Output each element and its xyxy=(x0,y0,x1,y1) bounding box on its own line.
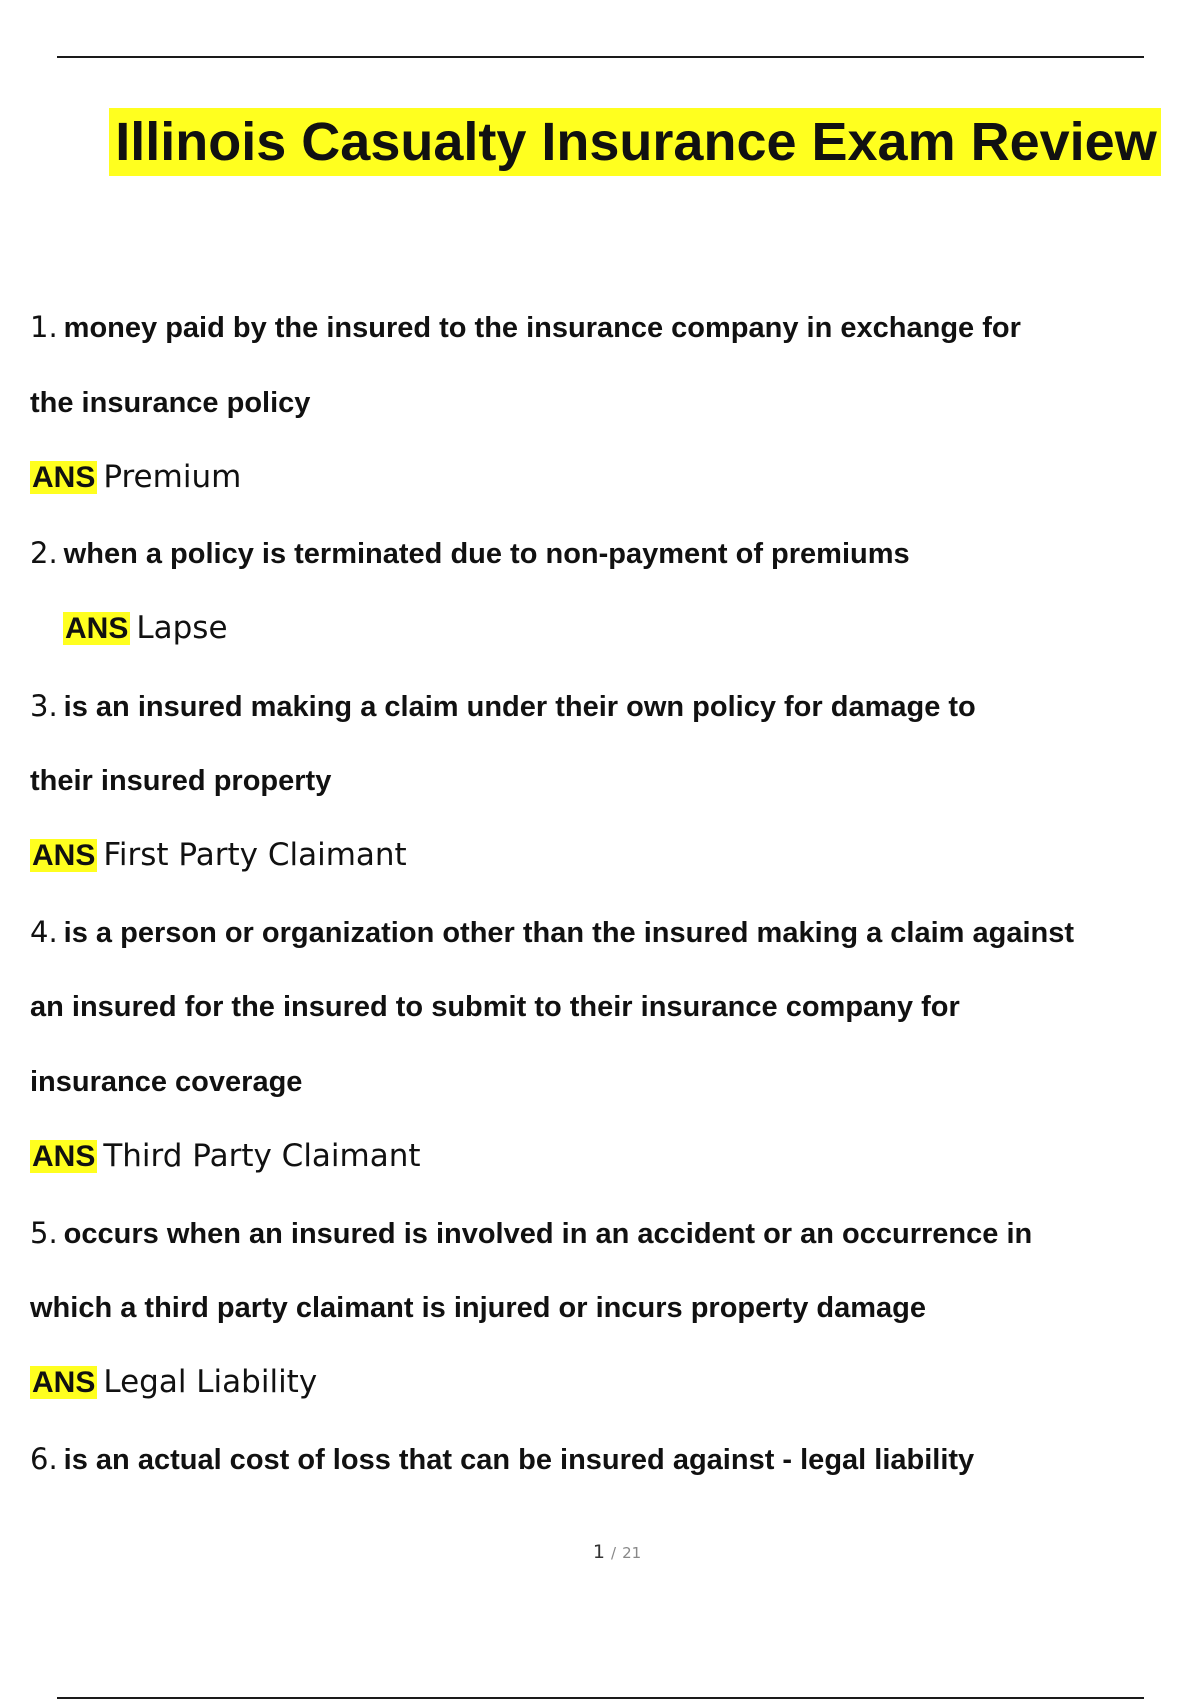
question-text: occurs when an insured is involved in an accident or an occurrence in xyxy=(63,1218,1033,1250)
question-text: which a third party claimant is injured or incurs property damage xyxy=(30,1292,926,1324)
answer-label: ANS xyxy=(32,1366,96,1399)
page-indicator xyxy=(0,1541,1200,1563)
answer-text: Lapse xyxy=(136,610,228,646)
question-number: 1. xyxy=(30,310,58,344)
answer-label: ANS xyxy=(32,1140,96,1173)
question-text: is an insured making a claim under their own policy for damage to xyxy=(63,691,976,723)
question-number: 6. xyxy=(30,1442,58,1476)
question-1 xyxy=(30,307,1021,348)
question-number: 5. xyxy=(30,1216,58,1250)
question-text: money paid by the insured to the insurance company in exchange for xyxy=(63,312,1021,344)
page-separator: / xyxy=(610,1544,617,1562)
question-3-continued xyxy=(30,761,331,801)
answer-label: ANS xyxy=(32,461,96,494)
answer-5 xyxy=(30,1362,317,1403)
question-text: an insured for the insured to submit to their insurance company for xyxy=(30,991,960,1023)
top-rule xyxy=(57,56,1144,58)
question-text: is a person or organization other than the insured making a claim against xyxy=(63,917,1075,949)
answer-1 xyxy=(30,457,241,498)
page-total: 21 xyxy=(622,1544,642,1562)
question-4 xyxy=(30,912,1074,953)
question-number: 3. xyxy=(30,689,58,723)
question-text: is an actual cost of loss that can be insured against - legal liability xyxy=(63,1444,975,1476)
answer-3 xyxy=(30,835,407,876)
question-text: insurance coverage xyxy=(30,1066,303,1098)
question-4-continued xyxy=(30,1062,302,1102)
question-3 xyxy=(30,686,976,727)
answer-label: ANS xyxy=(65,612,129,645)
page-current: 1 xyxy=(592,1541,605,1563)
question-5 xyxy=(30,1213,1032,1254)
answer-text: Legal Liability xyxy=(103,1364,318,1400)
answer-text: First Party Claimant xyxy=(103,837,407,873)
question-text: their insured property xyxy=(30,765,332,797)
question-text: when a policy is terminated due to non-payment of premiums xyxy=(63,538,910,570)
document-title: Illinois Casualty Insurance Exam Review xyxy=(109,108,1160,176)
question-number: 4. xyxy=(30,915,58,949)
answer-4 xyxy=(30,1136,421,1177)
question-5-continued xyxy=(30,1288,926,1328)
question-4-continued xyxy=(30,987,960,1027)
question-text: the insurance policy xyxy=(30,387,311,419)
question-1-continued xyxy=(30,383,310,423)
answer-text: Premium xyxy=(103,459,242,495)
answer-label: ANS xyxy=(32,839,96,872)
answer-2 xyxy=(63,608,228,649)
question-6 xyxy=(30,1439,974,1480)
answer-text: Third Party Claimant xyxy=(103,1138,421,1174)
bottom-rule xyxy=(57,1697,1144,1699)
question-2 xyxy=(30,533,910,574)
title-container xyxy=(0,108,1200,176)
question-number: 2. xyxy=(30,536,58,570)
